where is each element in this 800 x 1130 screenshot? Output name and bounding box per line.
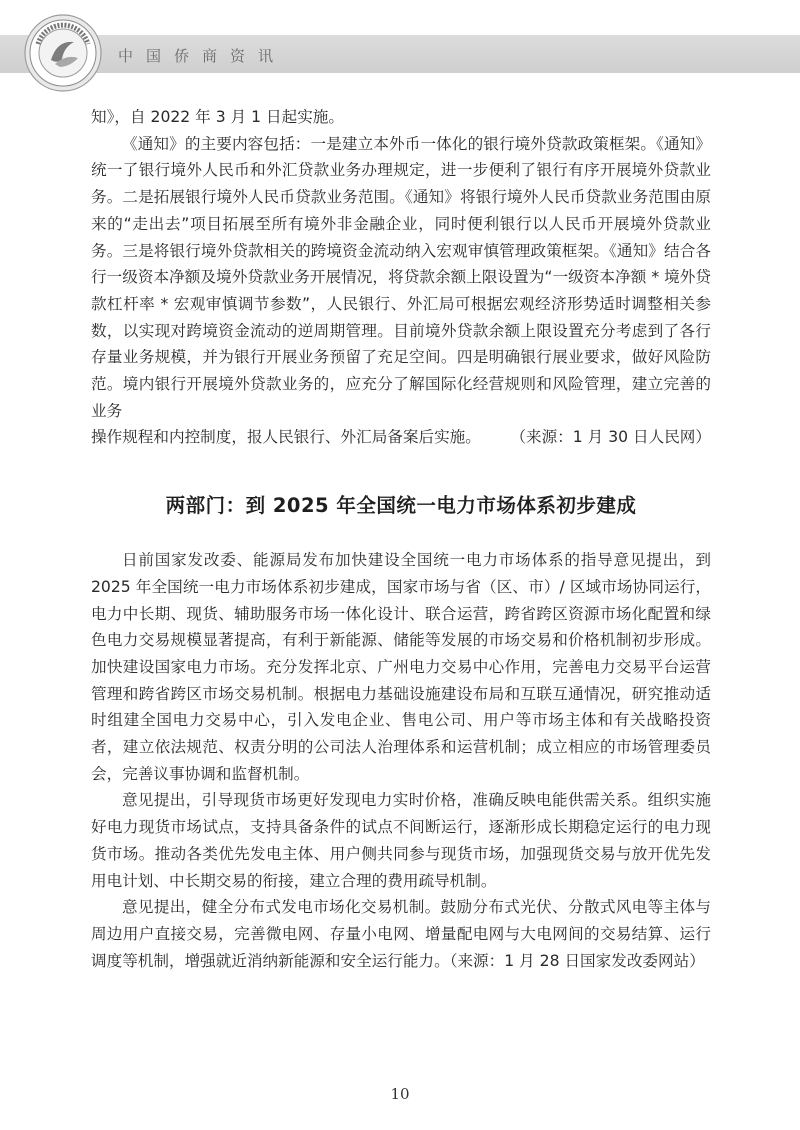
page-number: 10 [390, 1085, 410, 1103]
article2-paragraph-1: 日前国家发改委、能源局发布加快建设全国统一电力市场体系的指导意见提出，到 2025 年全国统一电力市场体系初步建成，国家市场与省（区、市）/ 区域市场协同运行，电力中长期、现货、辅助服务市场一体化设计、联合运营，跨省跨区资源市场化配置和绿色电力交易规模显著提高，有利于新能源、储能等发展的市场交易和价格机制初步形成。加快建设国家电力市场。充分发挥北京、广州电力交易中心作用，完善电力交易平台运营管理和跨省跨区市场交易机制。根据电力基础设施建设布局和互联互通情况，研究推动适时组建全国电力交易中心，引入发电企业、售电公司、用户等市场主体和有关战略投资者，建立依法规范、权责分明的公司法人治理体系和运营机制；成立相应的市场管理委员会，完善议事协调和监督机制。 [91, 551, 711, 783]
article2-paragraph-3: 意见提出，健全分布式发电市场化交易机制。鼓励分布式光伏、分散式风电等主体与周边用户直接交易，完善微电网、存量小电网、增量配电网与大电网间的交易结算、运行调度等机制，增强就近消纳新能源和安全运行能力。（来源：1 月 28 日国家发改委网站） [91, 898, 711, 970]
article1-last-sentence: 操作规程和内控制度，报人民银行、外汇局备案后实施。 [91, 428, 481, 447]
article1-source: （来源：1 月 30 日人民网） [510, 428, 711, 447]
article2-body [91, 547, 711, 974]
header-title: 中国侨商资讯 [118, 47, 287, 65]
page-content [91, 104, 711, 974]
article1-last-line [91, 424, 711, 451]
article1-paragraph: 《通知》的主要内容包括：一是建立本外币一体化的银行境外贷款政策框架。《通知》统一了银行境外人民币和外汇贷款业务办理规定，进一步便利了银行有序开展境外贷款业务。二是拓展银行境外人民币贷款业务范围。《通知》将银行境外人民币贷款业务范围由原来的“走出去”项目拓展至所有境外非金融企业，同时便利银行以人民币开展境外贷款业务。三是将银行境外贷款相关的跨境资金流动纳入宏观审慎管理政策框架。《通知》结合各行一级资本净额及境外贷款业务开展情况，将贷款余额上限设置为“一级资本净额 * 境外贷款杠杆率 * 宏观审慎调节参数”，人民银行、外汇局可根据宏观经济形势适时调整相关参数，以实现对跨境资金流动的逆周期管理。目前境外贷款余额上限设置充分考虑到了各行存量业务规模，并为银行开展业务预留了充足空间。四是明确银行展业要求，做好风险防范。境内银行开展境外贷款业务的，应充分了解国际化经营规则和风险管理，建立完善的业务 [91, 134, 711, 420]
article2-headline: 两部门：到 2025 年全国统一电力市场体系初步建成 [165, 494, 637, 518]
federation-logo [24, 14, 102, 92]
article1-continued-line: 知》，自 2022 年 3 月 1 日起实施。 [91, 108, 344, 126]
article2-paragraph-2: 意见提出，引导现货市场更好发现电力实时价格，准确反映电能供需关系。组织实施好电力现货市场试点，支持具备条件的试点不间断运行，逐渐形成长期稳定运行的电力现货市场。推动各类优先发电主体、用户侧共同参与现货市场，加强现货交易与放开优先发用电计划、中长期交易的衔接，建立合理的费用疏导机制。 [91, 791, 711, 890]
